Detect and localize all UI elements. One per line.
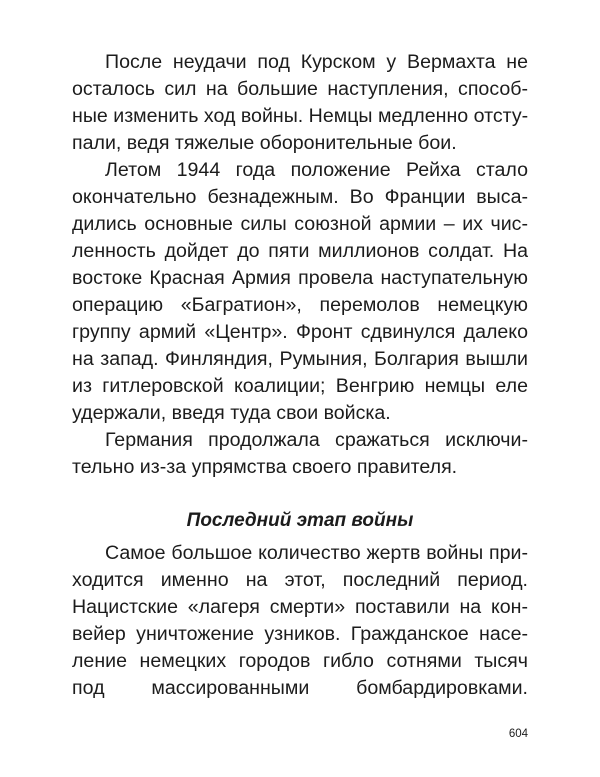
paragraph-4 — [72, 540, 528, 702]
text-line: Летом 1944 года положение Рейха стало — [105, 159, 528, 181]
text-line: под массированными бомбардировками. — [72, 677, 528, 699]
text-line: тельно из-за упрямства своего правителя. — [72, 456, 458, 478]
text-line: окончательно безнадежным. Во Франции выса- — [72, 186, 528, 208]
paragraph-2 — [72, 157, 528, 427]
text-line: пали, ведя тяжелые оборонительные бои. — [72, 132, 457, 154]
text-line: операцию «Багратион», перемолов немецкую — [72, 294, 528, 316]
text-line: ление немецких городов гибло сотнями тысяч — [72, 650, 528, 672]
page-body — [72, 49, 528, 702]
text-line: группу армий «Центр». Фронт сдвинулся далеко — [72, 321, 528, 343]
text-line: осталось сил на большие наступления, способ- — [72, 78, 528, 100]
paragraph-3 — [72, 427, 528, 481]
paragraph-1 — [72, 49, 528, 157]
text-line: Германия продолжала сражаться исключи- — [105, 429, 528, 451]
text-line: Самое большое количество жертв войны при- — [105, 542, 528, 564]
text-line: вейер уничтожение узников. Гражданское насе- — [72, 623, 528, 645]
text-line: востоке Красная Армия провела наступательную — [72, 267, 528, 289]
page-number: 604 — [508, 728, 528, 740]
text-line: удержали, введя туда свои войска. — [72, 402, 391, 424]
text-line: ходится именно на этот, последний период. — [72, 569, 528, 591]
text-line: из гитлеровской коалиции; Венгрию немцы еле — [72, 375, 528, 397]
text-line: Нацистские «лагеря смерти» поставили на кон- — [72, 596, 528, 618]
text-line: ные изменить ход войны. Немцы медленно отсту- — [72, 105, 529, 127]
section-heading: Последний этап войны — [186, 510, 414, 531]
text-line: дились основные силы союзной армии – их чис- — [72, 213, 528, 235]
text-line: ленность дойдет до пяти миллионов солдат. На — [72, 240, 528, 262]
text-line: После неудачи под Курском у Вермахта не — [105, 51, 528, 73]
text-line: на запад. Финляндия, Румыния, Болгария вышли — [72, 348, 528, 370]
